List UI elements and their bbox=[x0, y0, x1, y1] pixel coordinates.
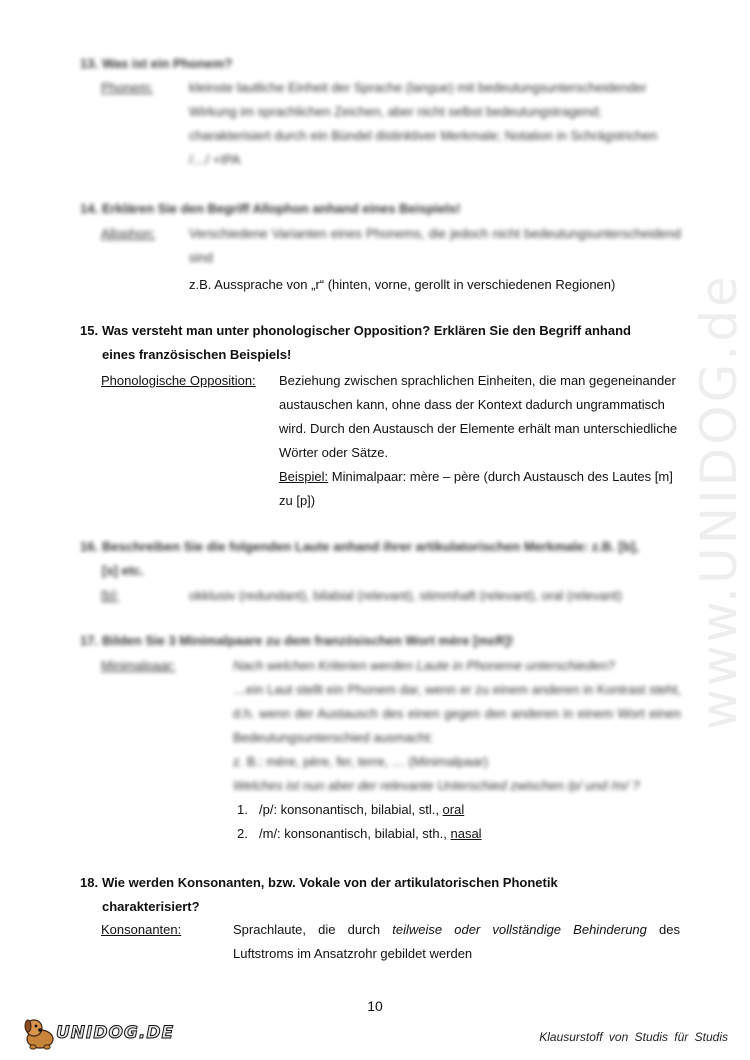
q17-examples: z. B.: mère, père, fer, terre, … (Minimalpaar) bbox=[233, 754, 489, 769]
q15-term: Phonologische Opposition: bbox=[101, 373, 256, 388]
q17-explanation-block bbox=[233, 654, 681, 798]
q17-term: Minimalpaar: bbox=[101, 658, 176, 673]
watermark-text: www.UNIDOG.de bbox=[690, 273, 748, 730]
question-16-heading: 16. Beschreiben Sie die folgenden Laute anhand ihrer artikulatorischen Merkmale: z.B. [b], [s] etc. bbox=[80, 539, 639, 578]
q14-example: z.B. Aussprache von „r“ (hinten, vorne, gerollt in verschiedenen Regionen) bbox=[189, 277, 616, 292]
q17-intro-question: Nach welchen Kriterien werden Laute in Phoneme unterschieden? bbox=[233, 658, 615, 673]
question-13-heading: 13. Was ist ein Phonem? bbox=[80, 56, 233, 71]
q17-follow-question: Welches ist nun aber der relevante Unterschied zwischen /p/ und /m/ ? bbox=[233, 778, 640, 793]
q15-definition: Beziehung zwischen sprachlichen Einheiten, die man gegeneinander austauschen kann, ohne dass der Kontext dadurch ungrammatisch wird. Durch den Austausch der Elemente erhält man unterschiedliche Wörter oder Sätze. bbox=[279, 373, 678, 460]
logo-text: UNIDOG.DE bbox=[56, 1023, 175, 1043]
q13-definition: kleinste lautliche Einheit der Sprache (langue) mit bedeutungsunterscheidender Wirkung im sprachlichen Zeichen, aber nicht selbst bedeutungstragend; charakterisiert durch ein Bündel distinktiver Merkmale; Notation in Schrägstrichen /…/ +IPA bbox=[189, 80, 658, 167]
list-item: 1. /p/: konsonantisch, bilabial, stl., oral bbox=[237, 802, 465, 817]
q15-example-text: Minimalpaar: mère – père (durch Austausch des Lautes [m] zu [p]) bbox=[279, 469, 673, 508]
question-14-heading: 14. Erklären Sie den Begriff Allophon anhand eines Beispiels! bbox=[80, 201, 461, 216]
question-17-heading: 17. Bilden Sie 3 Minimalpaare zu dem französischen Wort mère [mɛR]! bbox=[80, 633, 514, 648]
question-15-heading: 15. Was versteht man unter phonologischer Opposition? Erklären Sie den Begriff anhand eines französischen Beispiels! bbox=[80, 323, 631, 362]
footer-tagline: Klausurstoff von Studis für Studis bbox=[539, 1030, 728, 1044]
q15-example-label: Beispiel: bbox=[279, 469, 329, 484]
q17-explanation: …ein Laut stellt ein Phonem dar, wenn er zu einem anderen in Kontrast steht, d.h. wenn der Austausch des einen gegen den anderen in einem Wort einen Bedeutungsunterschied ausmacht: bbox=[233, 682, 681, 745]
question-18-heading: 18. Wie werden Konsonanten, bzw. Vokale von der artikulatorischen Phonetik charakterisiert? bbox=[80, 875, 558, 914]
q14-definition: Verschiedene Varianten eines Phonems, die jedoch nicht bedeutungsunterscheidend sind bbox=[189, 226, 681, 265]
q15-definition-block bbox=[279, 369, 679, 513]
q16-definition: okklusiv (redundant), bilabial (relevant), stimmhaft (relevant), oral (relevant) bbox=[189, 588, 622, 603]
unidog-logo bbox=[20, 1015, 180, 1051]
q17-list bbox=[237, 798, 657, 846]
page-number: 10 bbox=[367, 998, 383, 1014]
dog-icon bbox=[20, 1015, 60, 1051]
q14-term: Allophon: bbox=[101, 226, 156, 241]
q13-term: Phonem: bbox=[101, 80, 154, 95]
q18-definition: Sprachlaute, die durch teilweise oder vollständige Behinderung des Luftstroms im Ansatzrohr gebildet werden bbox=[233, 922, 680, 961]
list-item: 2. /m/: konsonantisch, bilabial, sth., nasal bbox=[237, 826, 482, 841]
q18-term: Konsonanten: bbox=[101, 922, 182, 937]
q16-term: [b]: bbox=[101, 588, 120, 603]
